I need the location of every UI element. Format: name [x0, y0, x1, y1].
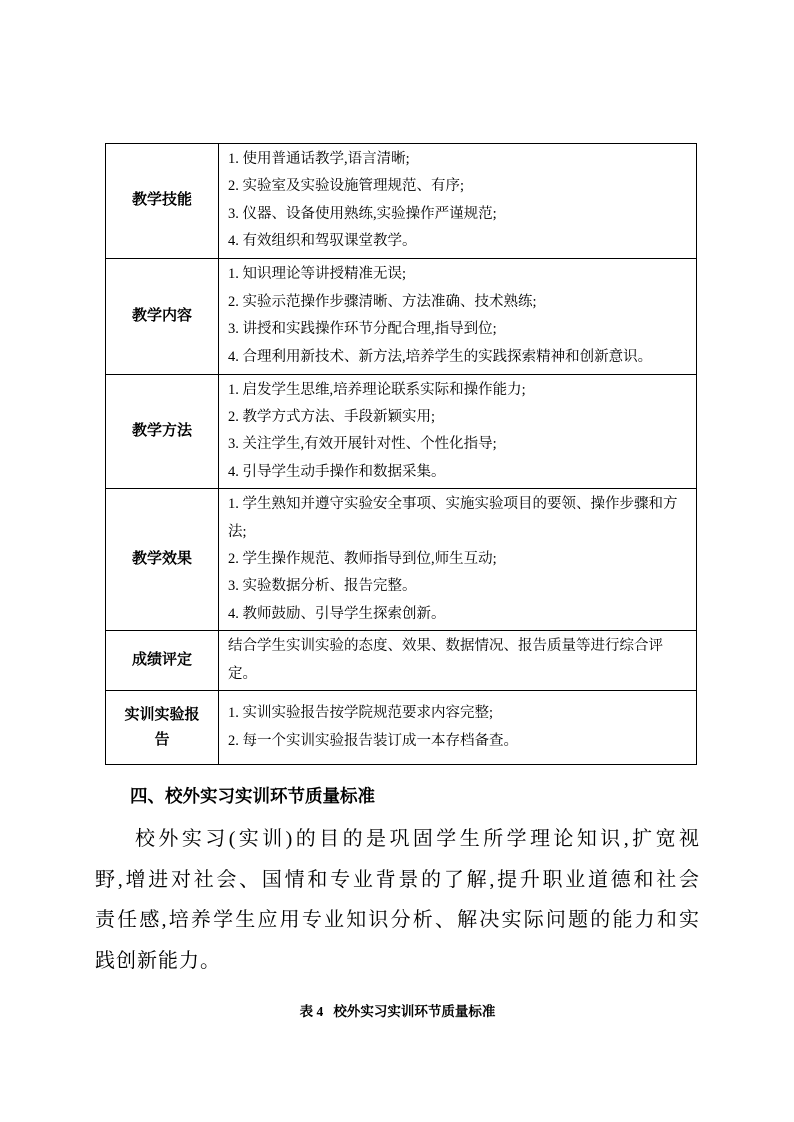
criterion-item: 3. 讲授和实践操作环节分配合理,指导到位;	[228, 321, 497, 338]
criterion-item: 2. 学生操作规范、教师指导到位,师生互动;	[228, 551, 497, 568]
row-content-cell	[219, 374, 697, 489]
row-content-cell	[219, 144, 697, 259]
criterion-item: 结合学生实训实验的态度、效果、数据情况、报告质量等进行综合评定。	[228, 638, 663, 682]
row-label: 教学方法	[106, 374, 219, 489]
paragraph-line: 野,增进对社会、国情和专业背景的了解,提升职业道德和社会	[95, 868, 700, 891]
criterion-item: 4. 合理利用新技术、新方法,培养学生的实践探索精神和创新意识。	[228, 348, 653, 365]
criterion-item: 1. 启发学生思维,培养理论联系实际和操作能力;	[228, 381, 526, 398]
table-row	[106, 374, 697, 489]
criterion-item: 1. 知识理论等讲授精准无误;	[228, 266, 407, 283]
row-content-cell	[219, 631, 697, 691]
criterion-item: 4. 引导学生动手操作和数据采集。	[228, 463, 446, 480]
criterion-item: 4. 有效组织和驾驭课堂教学。	[228, 233, 417, 250]
row-label: 教学技能	[106, 144, 219, 259]
row-content-cell	[219, 691, 697, 765]
row-label: 实训实验报告	[106, 691, 219, 765]
quality-standards-table	[105, 143, 697, 765]
row-label: 成绩评定	[106, 631, 219, 691]
criterion-item: 1. 实训实验报告按学院规范要求内容完整;	[228, 705, 494, 722]
paragraph-line: 践创新能力。	[95, 949, 221, 972]
table-caption: 表 4 校外实习实训环节质量标准	[299, 1004, 496, 1020]
criterion-item: 2. 实验示范操作步骤清晰、方法准确、技术熟练;	[228, 293, 537, 310]
criterion-item: 1. 学生熟知并遵守实验安全事项、实施实验项目的要领、操作步骤和方法;	[228, 496, 678, 540]
criterion-item: 4. 教师鼓励、引导学生探索创新。	[228, 605, 446, 622]
criterion-item: 2. 实验室及实验设施管理规范、有序;	[228, 178, 465, 195]
table-body	[106, 144, 697, 765]
row-content-cell	[219, 258, 697, 374]
row-content-cell	[219, 489, 697, 631]
criterion-item: 3. 仪器、设备使用熟练,实验操作严谨规范;	[228, 205, 497, 222]
criterion-item: 3. 关注学生,有效开展针对性、个性化指导;	[228, 436, 497, 453]
table-row	[106, 691, 697, 765]
section-heading: 四、校外实习实训环节质量标准	[130, 786, 375, 807]
row-label: 教学内容	[106, 258, 219, 374]
criterion-item: 3. 实验数据分析、报告完整。	[228, 578, 417, 595]
criterion-item: 1. 使用普通话教学,语言清晰;	[228, 151, 410, 167]
row-label: 教学效果	[106, 489, 219, 631]
table-row	[106, 631, 697, 691]
paragraph-line: 责任感,培养学生应用专业知识分析、解决实际问题的能力和实	[95, 909, 700, 932]
paragraph-line: 校外实习(实训)的目的是巩固学生所学理论知识,扩宽视	[135, 828, 700, 851]
criterion-item: 2. 每一个实训实验报告装订成一本存档备查。	[228, 732, 518, 749]
criterion-item: 2. 教学方式方法、手段新颖实用;	[228, 409, 436, 426]
section-paragraph	[95, 819, 700, 981]
table-row	[106, 258, 697, 374]
table-row	[106, 489, 697, 631]
table-row	[106, 144, 697, 259]
